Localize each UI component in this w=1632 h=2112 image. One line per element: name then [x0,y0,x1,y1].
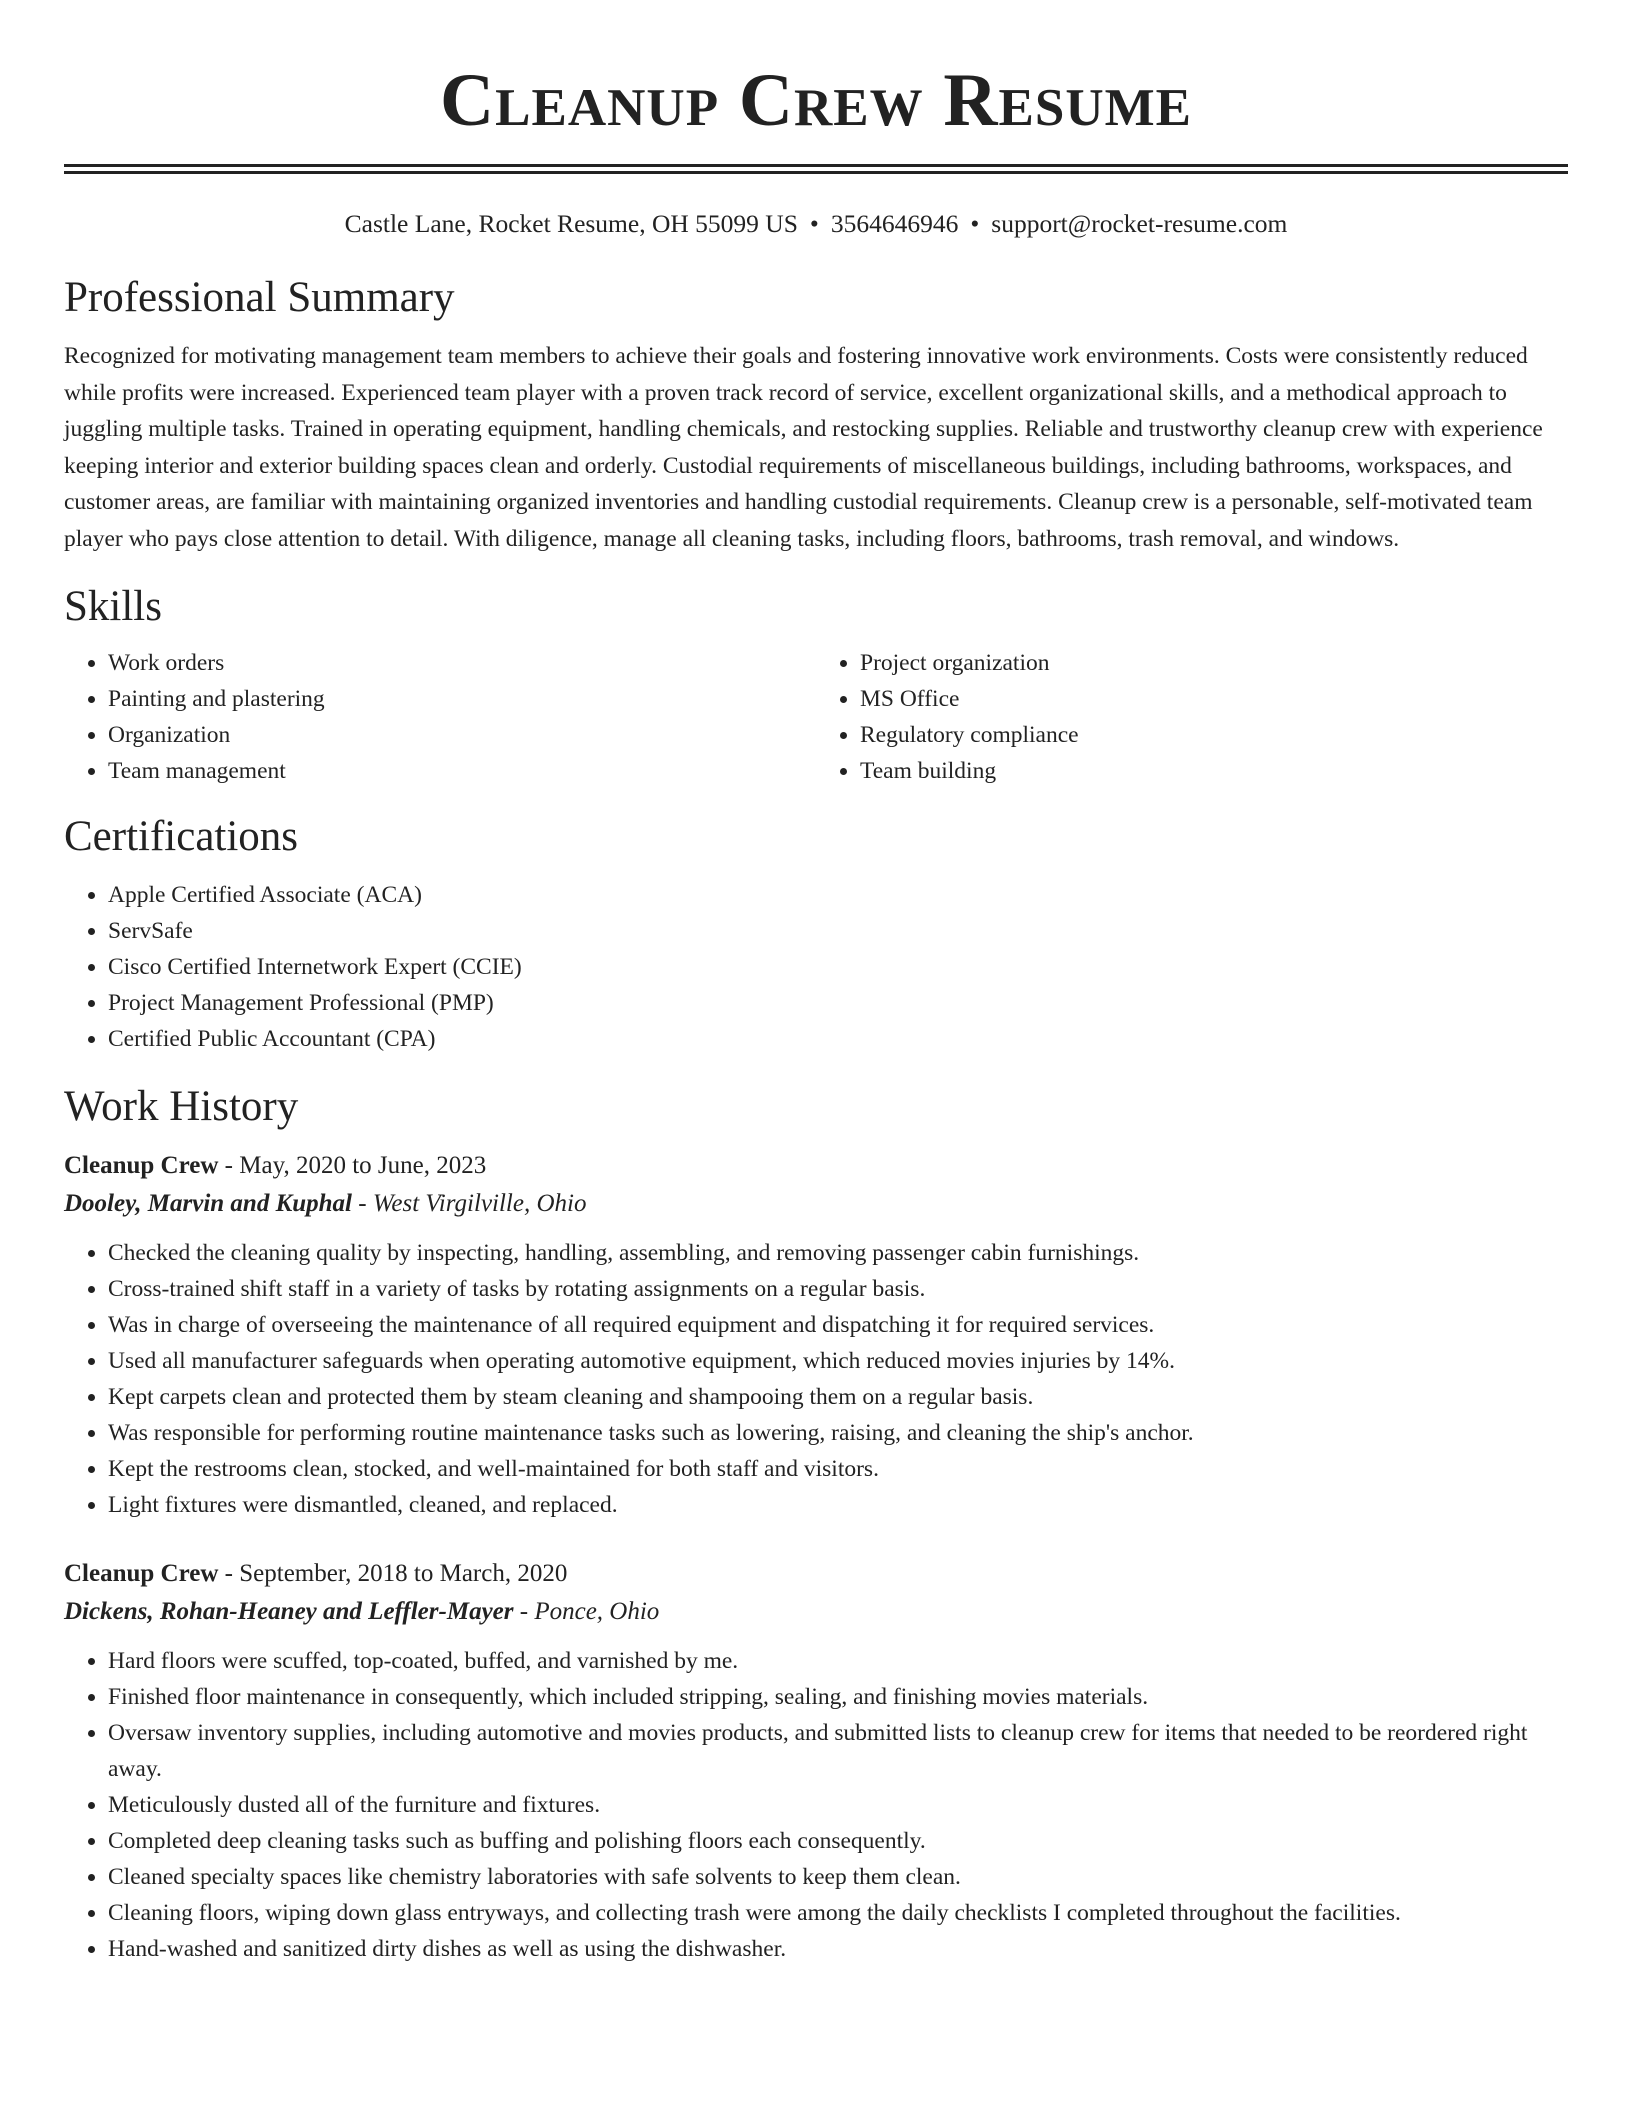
skill-item: • Regulatory compliance [860,717,1568,753]
job-header: Cleanup Crew - May, 2020 to June, 2023 [64,1152,487,1179]
job-title: Cleanup Crew [64,1560,219,1587]
job-duty: • Was in charge of overseeing the maintenance of all required equipment and dispatching it for required services. [108,1307,1568,1343]
job-duty: • Cleaned specialty spaces like chemistry laboratories with safe solvents to keep them clean. [108,1859,1568,1895]
certification-item: • ServSafe [108,913,1568,949]
title-divider [64,164,1568,174]
job-dates: September, 2018 to March, 2020 [239,1560,568,1587]
contact-address: Castle Lane, Rocket Resume, OH 55099 US [344,209,798,238]
skill-item: • Project organization [860,645,1568,681]
contact-separator: • [809,209,819,238]
skill-item: • Painting and plastering [108,681,816,717]
job-company-line: Dooley, Marvin and Kuphal - West Virgilville, Ohio [64,1190,587,1217]
job-duty: • Used all manufacturer safeguards when operating automotive equipment, which reduced movies injuries by 14%. [108,1343,1568,1379]
certifications-heading: Certifications [64,813,299,860]
job-duty: • Completed deep cleaning tasks such as buffing and polishing floors each consequently. [108,1823,1568,1859]
job-duty: • Kept the restrooms clean, stocked, and well-maintained for both staff and visitors. [108,1451,1568,1487]
job-duty: • Hand-washed and sanitized dirty dishes as well as using the dishwasher. [108,1931,1568,1967]
certification-item: • Cisco Certified Internetwork Expert (CCIE) [108,949,1568,985]
job-location: West Virgilville, Ohio [372,1190,587,1217]
work-history-heading: Work History [64,1083,299,1130]
certification-item: • Apple Certified Associate (ACA) [108,877,1568,913]
job-duty: • Meticulously dusted all of the furniture and fixtures. [108,1787,1568,1823]
skill-item: • Team building [860,753,1568,789]
contact-email[interactable]: support@rocket-resume.com [991,209,1288,238]
page-title: Cleanup Crew Resume [440,59,1192,142]
job-title: Cleanup Crew [64,1152,219,1179]
job-duty: • Oversaw inventory supplies, including automotive and movies products, and submitted lists to cleanup crew for items that needed to be reordered right away. [108,1715,1568,1787]
certification-item: • Project Management Professional (PMP) [108,985,1568,1021]
job-location: Ponce, Ohio [534,1598,660,1625]
job-duty: • Cross-trained shift staff in a variety of tasks by rotating assignments on a regular basis. [108,1271,1568,1307]
skills-heading: Skills [64,583,162,630]
job-duties [64,1235,1568,1523]
skills-list-right [816,645,1568,789]
job-duty: • Light fixtures were dismantled, cleaned, and replaced. [108,1487,1568,1523]
contact-line [64,206,1568,242]
skill-item: • Organization [108,717,816,753]
certification-item: • Certified Public Accountant (CPA) [108,1021,1568,1057]
job-duty: • Hard floors were scuffed, top-coated, buffed, and varnished by me. [108,1643,1568,1679]
job-duty: • Checked the cleaning quality by inspecting, handling, assembling, and removing passenger cabin furnishings. [108,1235,1568,1271]
job-duty: • Was responsible for performing routine maintenance tasks such as lowering, raising, and cleaning the ship's anchor. [108,1415,1568,1451]
summary-text: Recognized for motivating management team members to achieve their goals and fostering innovative work environments. Costs were consistently reduced while profits were increased. Experienced team player with a proven track record of service, excellent organizational skills, and a methodical approach to juggling multiple tasks. Trained in operating equipment, handling chemicals, and restocking supplies. Reliable and trustworthy cleanup crew with experience keeping interior and exterior building spaces clean and orderly. Custodial requirements of miscellaneous buildings, including bathrooms, workspaces, and customer areas, are familiar with maintaining organized inventories and handling custodial requirements. Cleanup crew is a personable, self-motivated team player who pays close attention to detail. With diligence, manage all cleaning tasks, including floors, bathrooms, trash removal, and windows. [64,343,1543,552]
skill-item: • Work orders [108,645,816,681]
skills-columns [64,645,1568,789]
job-header: Cleanup Crew - September, 2018 to March, 2020 [64,1560,568,1587]
job-duty: • Finished floor maintenance in consequently, which included stripping, sealing, and finishing movies materials. [108,1679,1568,1715]
job-company-line: Dickens, Rohan-Heaney and Leffler-Mayer - Ponce, Ohio [64,1598,660,1625]
contact-separator: • [970,209,980,238]
contact-phone: 3564646946 [830,209,959,238]
job-duty: • Cleaning floors, wiping down glass entryways, and collecting trash were among the daily checklists I completed throughout the facilities. [108,1895,1568,1931]
job-entry [64,1147,1568,1523]
summary-heading: Professional Summary [64,274,455,321]
job-company: Dooley, Marvin and Kuphal [64,1190,353,1217]
job-dates: May, 2020 to June, 2023 [239,1152,487,1179]
job-duties [64,1643,1568,1967]
skill-item: • MS Office [860,681,1568,717]
job-entry [64,1555,1568,1967]
skills-list-left [64,645,816,789]
skill-item: • Team management [108,753,816,789]
job-company: Dickens, Rohan-Heaney and Leffler-Mayer [64,1598,514,1625]
job-duty: • Kept carpets clean and protected them by steam cleaning and shampooing them on a regular basis. [108,1379,1568,1415]
certifications-list [64,877,1568,1057]
